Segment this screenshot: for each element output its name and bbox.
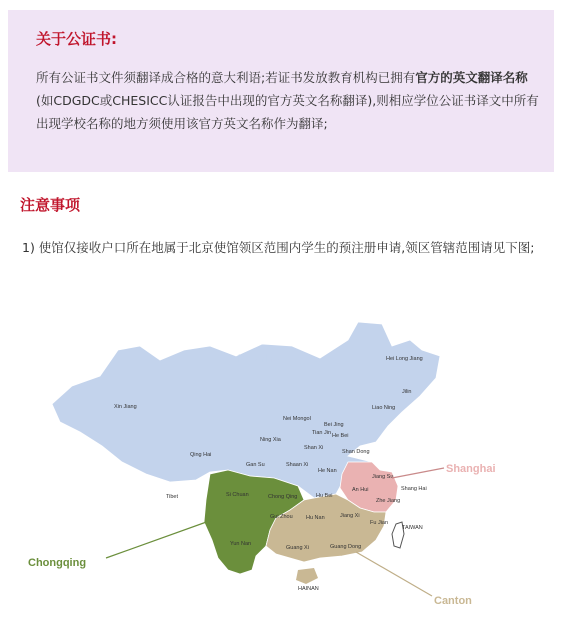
chongqing-leader-line (106, 520, 212, 558)
label-shandong: Shan Dong (342, 449, 370, 455)
region-hainan (296, 568, 318, 584)
china-consular-district-map (0, 300, 563, 633)
label-yunnan: Yun Nan (230, 541, 252, 547)
notice-title: 关于公证书: (36, 30, 117, 48)
label-fujian: Fu Jian (370, 520, 389, 526)
label-hainan: HAINAN (298, 586, 319, 592)
shanghai-leader-line (392, 468, 444, 478)
notice-body-part1: 所有公证书文件须翻译成合格的意大利语;若证书发放教育机构已拥有 (36, 70, 416, 85)
label-tianjin: Tian Jin (312, 430, 332, 436)
notice-box (8, 10, 554, 172)
label-shanxi: Shan Xi (304, 445, 324, 451)
label-neimenggol: Nei Mongol (283, 416, 311, 422)
label-jiangsu: Jiang Su (372, 474, 394, 480)
label-gansu: Gan Su (246, 462, 265, 468)
label-beijing: Bei Jing (324, 422, 344, 428)
label-chongqing: Chong Qing (268, 494, 298, 500)
district-label-shanghai: Shanghai (446, 463, 496, 475)
label-heilongjiang: Hei Long Jiang (386, 356, 423, 362)
label-hubei: Hu Bei (316, 493, 333, 499)
label-shaanxi: Shaan Xi (286, 462, 309, 468)
label-taiwan: TAIWAN (402, 525, 423, 531)
label-anhui: An Hui (352, 487, 369, 493)
label-guizhou: Gui Zhou (270, 514, 293, 520)
district-label-chongqing: Chongqing (28, 557, 87, 569)
label-zhejiang: Zhe Jiang (376, 498, 401, 504)
label-hebei: He Bei (332, 433, 349, 439)
label-xinjiang: Xin Jiang (114, 404, 137, 410)
section-title: 注意事项 (20, 196, 81, 214)
notice-item-1: 1) 使馆仅接收户口所在地属于北京使馆领区范围内学生的预注册申请,领区管辖范围请见下图; (22, 240, 535, 255)
district-label-canton: Canton (434, 595, 472, 607)
notice-body-bold: 官方的英文翻译名称 (415, 70, 528, 85)
label-guangdong: Guang Dong (330, 544, 362, 550)
label-guangxi: Guang Xi (286, 545, 309, 551)
notice-body (36, 66, 542, 135)
label-qinghai: Qing Hai (190, 452, 212, 458)
label-jiangxi: Jiang Xi (340, 513, 360, 519)
district-label-pechino: Pechino (238, 353, 281, 365)
label-hunan: Hu Nan (306, 515, 325, 521)
notice-body-part2: (如CDGDC或CHESICC认证报告中出现的官方英文名称翻译),则相应学位公证书译文中所有出现学校名称的地方须使用该官方英文名称作为翻译; (36, 93, 539, 131)
label-tibet: Tibet (166, 494, 179, 500)
label-shanghai: Shang Hai (401, 486, 427, 492)
canton-leader-line (356, 552, 432, 596)
label-jilin: Jilin (402, 389, 412, 395)
label-ningxia: Ning Xia (260, 437, 281, 443)
label-henan: He Nan (318, 468, 337, 474)
label-sichuan: Si Chuan (226, 492, 249, 498)
label-liaoning: Liao Ning (372, 405, 396, 411)
